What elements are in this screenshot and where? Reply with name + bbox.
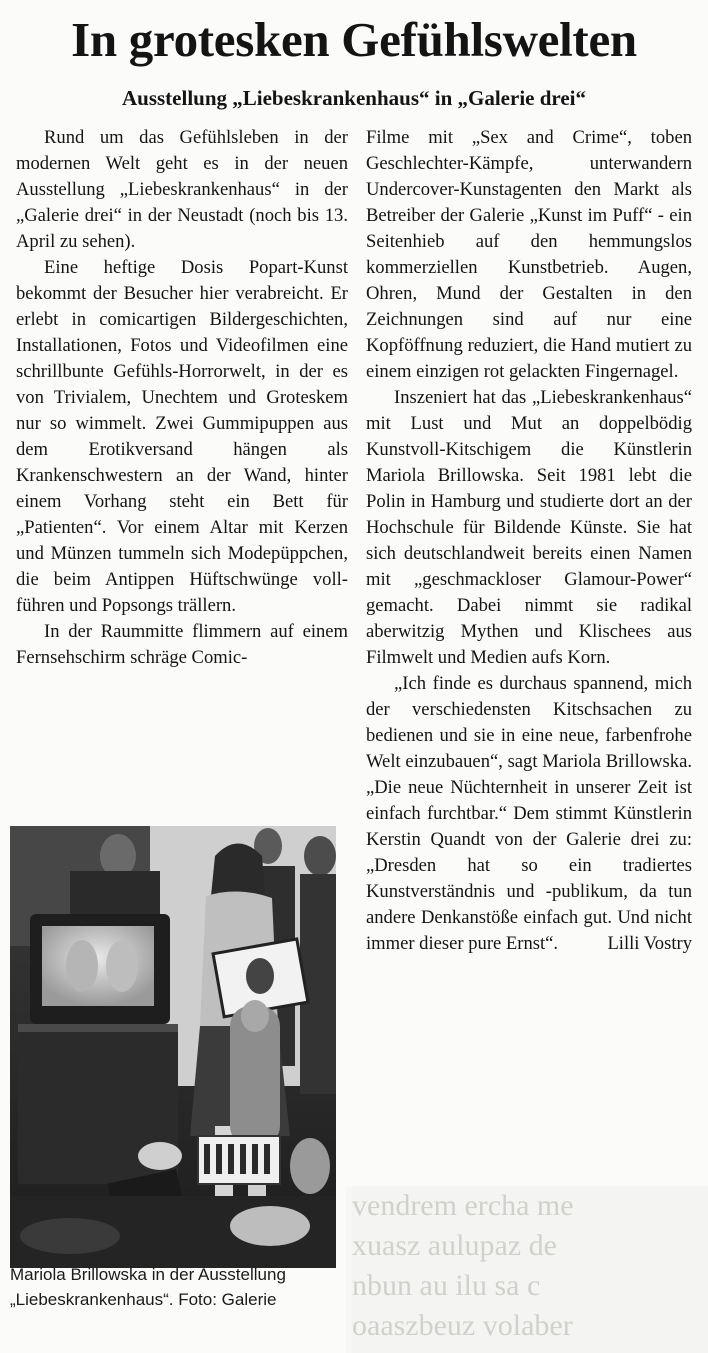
paragraph bbox=[366, 671, 692, 957]
paragraph: Eine heftige Dosis Popart-Kunst bekommt der Besucher hier verabreicht. Er erlebt in comicartigen Bildergeschichten, Installationen, Fotos und Videofilmen eine schrillbunte Gefühls-Horrorwelt, in der es von Trivialem, Unechtem und Groteskem nur so wimmelt. Zwei Gummipuppen aus dem Erotikversand hängen als Krankenschwestern an der Wand, hinter einem Vorhang steht ein Bett für „Patienten“. Vor einem Altar mit Kerzen und Münzen tummeln sich Modepüppchen, die beim Antippen Hüftschwünge vollführen und Popsongs trällern. bbox=[16, 257, 348, 616]
bleed-line: xuasz aulupaz de bbox=[352, 1229, 557, 1262]
exhibition-photo bbox=[10, 826, 336, 1268]
paragraph: In der Raummitte flimmern auf einem Fernsehschirm schräge Comic- bbox=[16, 621, 348, 668]
article-column-left bbox=[16, 125, 348, 671]
subheadline: Ausstellung „Liebeskrankenhaus“ in „Galerie drei“ bbox=[121, 86, 586, 110]
photo-caption bbox=[10, 1262, 340, 1312]
paragraph: Inszeniert hat das „Liebeskrankenhaus“ mit Lust und Mut an doppelbödig Kunstvoll-Kitschigem die Künstlerin Mariola Brillowska. Seit 1981 lebt die Polin in Hamburg und studierte dort an der Hochschule für Bildende Künste. Sie hat sich deutschlandweit bereits einen Namen mit „geschmackloser Glamour-Power“ gemacht. Dabei nimmt sie radikal aberwitzig Mythen und Klischees aus Filmwelt und Medien aufs Korn. bbox=[366, 387, 692, 668]
article-column-right bbox=[366, 125, 692, 957]
paragraph: Rund um das Gefühlsleben in der modernen Welt geht es in der neuen Ausstellung „Liebeskrankenhaus“ in der „Galerie drei“ in der Neustadt (noch bis 13. April zu sehen). bbox=[16, 127, 348, 252]
byline: Lilli Vostry bbox=[607, 933, 692, 954]
bleed-line: oaaszbeuz volaber bbox=[352, 1309, 573, 1342]
caption-line: Mariola Brillowska in der Ausstellung bbox=[10, 1265, 286, 1284]
caption-line: „Liebeskrankenhaus“. Foto: Galerie bbox=[10, 1290, 277, 1309]
bleed-line: vendrem ercha me bbox=[352, 1189, 574, 1222]
bleed-line: nbun au ilu sa c bbox=[352, 1269, 541, 1302]
paragraph: Filme mit „Sex and Crime“, toben Geschlechter-Kämpfe, unterwandern Undercover-Kunstagenten den Markt als Betreiber der Galerie „Kunst im Puff“ - ein Seitenhieb auf den hemmungslos kommerziellen Kunstbetrieb. Augen, Ohren, Mund der Gestalten in den Zeichnungen sind auf nur eine Kopföffnung reduziert, die Hand mutiert zu einem einzigen rot gelackten Fingernagel. bbox=[366, 127, 692, 382]
bleed-through-text bbox=[352, 1186, 708, 1353]
headline: In grotesken Gefühlswelten bbox=[71, 12, 637, 67]
paragraph-text: „Ich finde es durchaus spannend, mich der verschiedensten Kitschsachen zu bedienen und sie in eine neue, farbenfrohe Welt einzubauen“, sagt Mariola Brillowska. „Die neue Nüchternheit in unserer Zeit ist einfach furchtbar.“ Dem stimmt Künstlerin Kerstin Quandt von der Galerie drei zu: „Dresden hat so ein tradiertes Kunstverständnis und -publikum, da tun andere Denkanstöße einfach gut. Und nicht immer dieser pure Ernst“. bbox=[366, 673, 692, 954]
